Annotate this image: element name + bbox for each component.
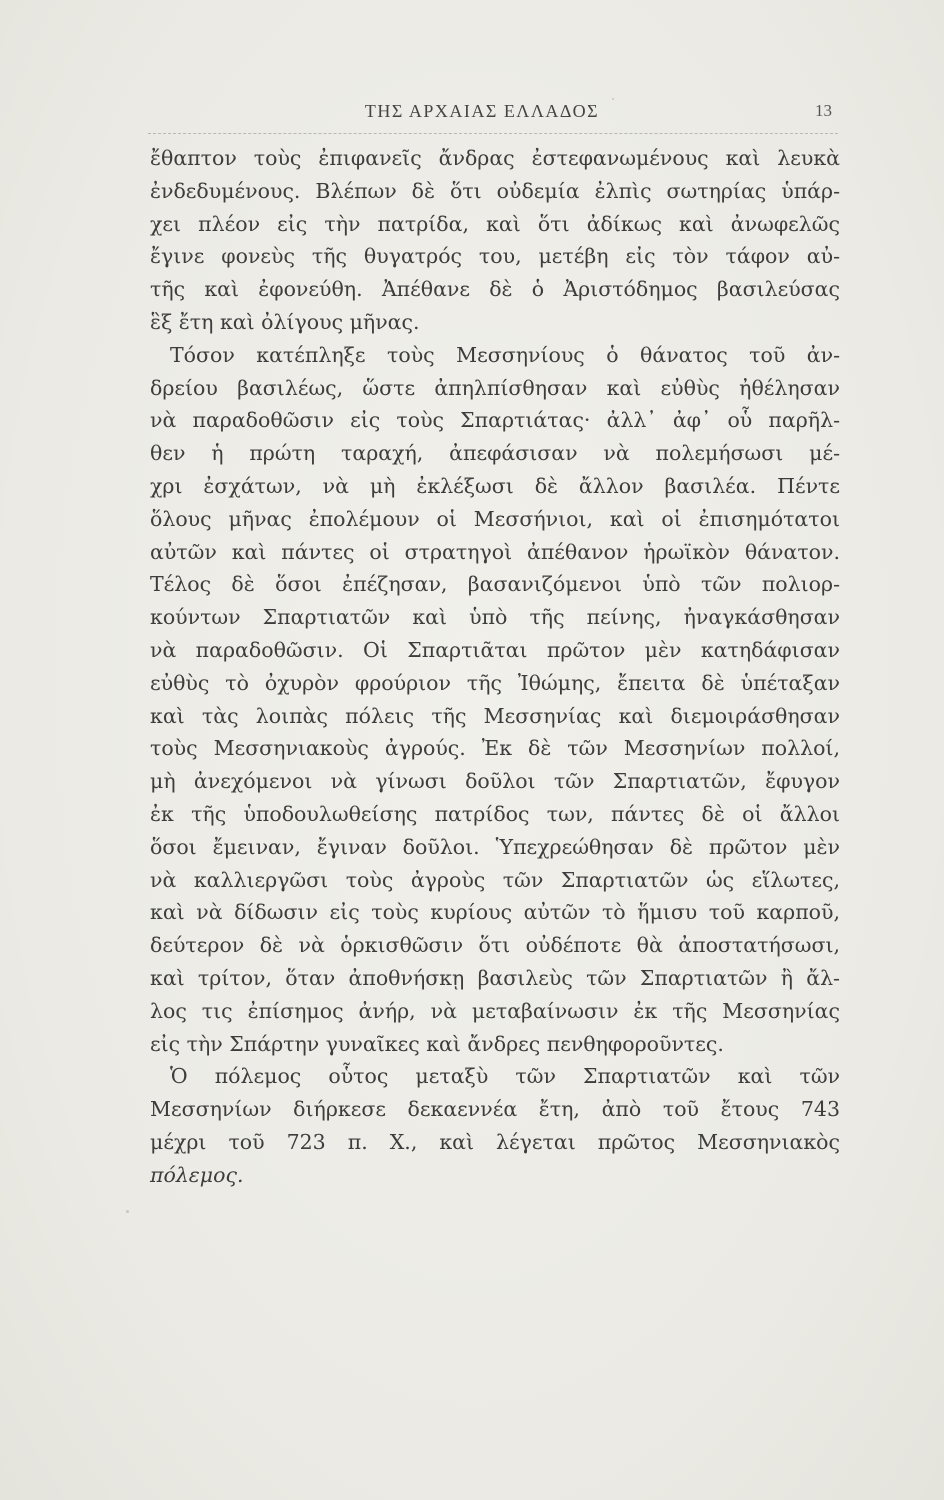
header-rule	[148, 133, 838, 134]
text-line: μέχρι τοῦ 723 π. Χ., καὶ λέγεται πρῶτος Μεσσηνιακὸς	[150, 1129, 840, 1154]
running-title: ΤΗΣ ΑΡΧΑΙΑΣ ΕΛΛΑΔΟΣ	[364, 101, 600, 121]
text-line: δρείου βασιλέως, ὥστε ἀπηλπίσθησαν καὶ εὐθὺς ἠθέλησαν	[150, 375, 840, 400]
text-line: θεν ἡ πρώτη ταραχή, ἀπεφάσισαν νὰ πολεμήσωσι μέ-	[150, 441, 840, 466]
text-line: κούντων Σπαρτιατῶν καὶ ὑπὸ τῆς πείνης, ἠναγκάσθησαν	[150, 605, 840, 630]
body-text	[150, 142, 840, 1192]
italic-text-line: πόλεμος.	[150, 1162, 244, 1187]
text-line: νὰ παραδοθῶσιν. Οἱ Σπαρτιᾶται πρῶτον μὲν κατηδάφισαν	[150, 637, 840, 662]
text-line: καὶ νὰ δίδωσιν εἰς τοὺς κυρίους αὐτῶν τὸ ἥμισυ τοῦ καρποῦ,	[150, 900, 840, 925]
text-line: νὰ παραδοθῶσιν εἰς τοὺς Σπαρτιάτας· ἀλλ᾿ ἀφ᾿ οὗ παρῆλ-	[150, 408, 840, 433]
text-line: καὶ τρίτον, ὅταν ἀποθνήσκῃ βασιλεὺς τῶν Σπαρτιατῶν ἢ ἄλ-	[150, 965, 840, 990]
text-line: Μεσσηνίων διήρκεσε δεκαεννέα ἔτη, ἀπὸ τοῦ ἔτους 743	[150, 1097, 840, 1122]
text-line: εἰς τὴν Σπάρτην γυναῖκες καὶ ἄνδρες πενθηφοροῦντες.	[150, 1031, 724, 1056]
text-line: τῆς καὶ ἐφονεύθη. Ἀπέθανε δὲ ὁ Ἀριστόδημος βασιλεύσας	[150, 277, 840, 302]
paragraph-start-line: Τόσον κατέπληξε τοὺς Μεσσηνίους ὁ θάνατος τοῦ ἀν-	[170, 342, 840, 367]
text-line: νὰ καλλιεργῶσι τοὺς ἀγροὺς τῶν Σπαρτιατῶν ὡς εἵλωτες,	[150, 867, 840, 892]
paragraph-start-line: Ὁ πόλεμος οὗτος μεταξὺ τῶν Σπαρτιατῶν καὶ τῶν	[170, 1064, 840, 1089]
text-line: ἐκ τῆς ὑποδουλωθείσης πατρίδος των, πάντες δὲ οἱ ἄλλοι	[150, 801, 840, 826]
text-line: εὐθὺς τὸ ὀχυρὸν φρούριον τῆς Ἰθώμης, ἔπειτα δὲ ὑπέταξαν	[150, 670, 840, 695]
paper-speck	[126, 1210, 129, 1213]
paper-speck	[612, 98, 614, 100]
text-line: χει πλέον εἰς τὴν πατρίδα, καὶ ὅτι ἀδίκως καὶ ἀνωφελῶς	[150, 211, 840, 236]
page-number: 13	[815, 101, 832, 120]
text-line: τοὺς Μεσσηνιακοὺς ἀγρούς. Ἐκ δὲ τῶν Μεσσηνίων πολλοί,	[150, 736, 840, 761]
text-line: χρι ἐσχάτων, νὰ μὴ ἐκλέξωσι δὲ ἄλλον βασιλέα. Πέντε	[150, 473, 840, 498]
text-line: ἔγινε φονεὺς τῆς θυγατρός του, μετέβη εἰς τὸν τάφον αὐ-	[150, 244, 840, 269]
text-line: ὅλους μῆνας ἐπολέμουν οἱ Μεσσήνιοι, καὶ οἱ ἐπισημότατοι	[150, 506, 840, 531]
text-line: Τέλος δὲ ὅσοι ἐπέζησαν, βασανιζόμενοι ὑπὸ τῶν πολιορ-	[150, 572, 840, 597]
text-line: λος τις ἐπίσημος ἀνήρ, νὰ μεταβαίνωσιν ἐκ τῆς Μεσσηνίας	[150, 998, 840, 1023]
text-line: ἔθαπτον τοὺς ἐπιφανεῖς ἄνδρας ἐστεφανωμένους καὶ λευκὰ	[150, 146, 840, 170]
running-head	[132, 101, 832, 129]
text-line: αὐτῶν καὶ πάντες οἱ στρατηγοὶ ἀπέθανον ἡρωϊκὸν θάνατον.	[150, 539, 840, 564]
text-line: ἓξ ἔτη καὶ ὀλίγους μῆνας.	[150, 309, 420, 334]
text-line: καὶ τὰς λοιπὰς πόλεις τῆς Μεσσηνίας καὶ διεμοιράσθησαν	[150, 703, 840, 728]
text-line: μὴ ἀνεχόμενοι νὰ γίνωσι δοῦλοι τῶν Σπαρτιατῶν, ἔφυγον	[150, 769, 840, 794]
text-line: ὅσοι ἔμειναν, ἔγιναν δοῦλοι. Ὑπεχρεώθησαν δὲ πρῶτον μὲν	[150, 834, 840, 859]
text-line: δεύτερον δὲ νὰ ὁρκισθῶσιν ὅτι οὐδέποτε θὰ ἀποστατήσωσι,	[150, 933, 840, 958]
text-line: ἐνδεδυμένους. Βλέπων δὲ ὅτι οὐδεμία ἐλπὶς σωτηρίας ὑπάρ-	[150, 178, 840, 203]
